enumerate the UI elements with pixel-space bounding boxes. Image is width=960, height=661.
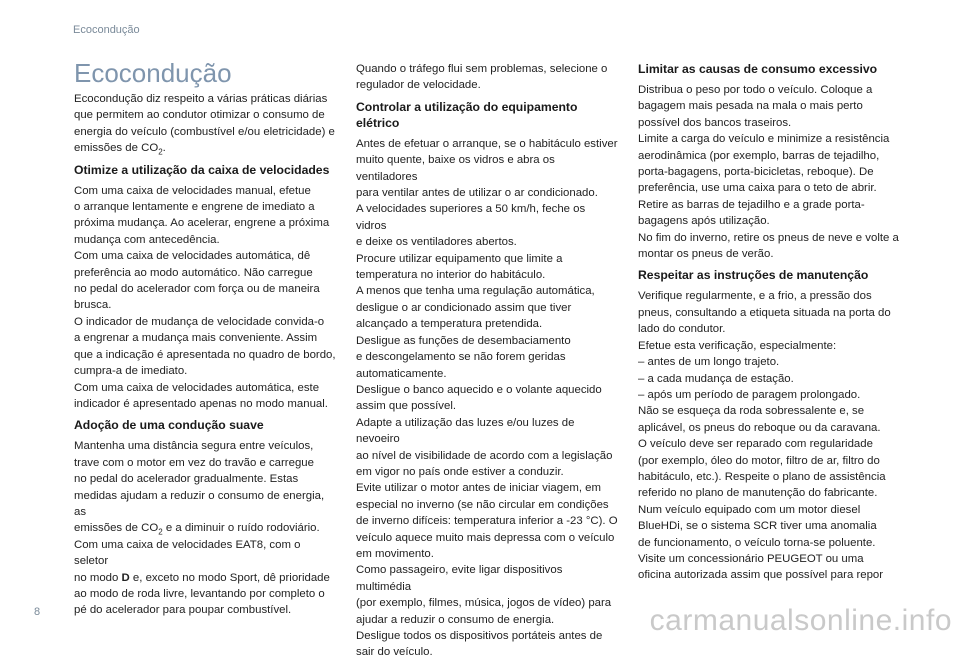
maintenance-line: pneus, consultando a etiqueta situada na porta do: [638, 306, 891, 319]
electrical-line: veículo aquece muito mais depressa com o veículo: [356, 531, 615, 544]
excess-line: bagagem mais pesada na mala o mais perto: [638, 100, 863, 113]
cruise-line: regulador de velocidade.: [356, 79, 481, 92]
electrical-line: Evite utilizar o motor antes de iniciar viagem, em: [356, 482, 601, 495]
electrical-line: Como passageiro, evite ligar dispositivos multimédia: [356, 564, 563, 593]
gearbox-line: próxima mudança. Ao acelerar, engrene a próxima: [74, 217, 330, 230]
maintenance-line: Não se esqueça da roda sobressalente e, se: [638, 405, 865, 418]
excess-line: aerodinâmica (por exemplo, barras de tejadilho,: [638, 149, 880, 162]
electrical-line: muito quente, baixe os vidros e abra os ventiladores: [356, 154, 555, 183]
electrical-heading: Controlar a utilização do equipamento elétrico: [356, 99, 578, 130]
maintenance-line: lado do condutor.: [638, 323, 726, 336]
maintenance-list-item: – antes de um longo trajeto.: [638, 356, 780, 369]
electrical-line: em vigor no país onde estiver a conduzir.: [356, 465, 564, 478]
cruise-paragraph: [356, 61, 618, 94]
smooth-co2-sub: 2: [158, 527, 163, 537]
electrical-line: automaticamente.: [356, 367, 447, 380]
excess-line: preferência, use uma caixa para o teto de abrir.: [638, 182, 877, 195]
electrical-line: desligue o ar condicionado assim que tiver: [356, 301, 572, 314]
gearbox-line: O indicador de mudança de velocidade convida-o: [74, 315, 325, 328]
maintenance-line: de funcionamento, o veículo torna-se poluente.: [638, 536, 876, 549]
maintenance-list-item: – a cada mudança de estação.: [638, 372, 794, 385]
gearbox-line: mudança com antecedência.: [74, 233, 220, 246]
electrical-line: (por exemplo, filmes, música, jogos de vídeo) para: [356, 597, 612, 610]
electrical-line: Desligue todos os dispositivos portáteis antes de: [356, 630, 603, 642]
gearbox-line: o arranque lentamente e engrene de imediato a: [74, 201, 315, 214]
gearbox-line: no pedal do acelerador com força ou de maneira: [74, 283, 320, 296]
maintenance-line: Verifique regularmente, e a frio, a pressão dos: [638, 290, 872, 303]
smooth-line: Com uma caixa de velocidades EAT8, com o seletor: [74, 538, 301, 568]
smooth-line: no pedal do acelerador gradualmente. Estas: [74, 473, 299, 486]
column-2: [356, 61, 618, 661]
maintenance-line: oficina autorizada assim que possível para repor: [638, 569, 884, 582]
excess-line: montar os pneus de verão.: [638, 248, 774, 261]
electrical-line: Desligue o banco aquecido e o volante aquecido: [356, 383, 602, 396]
gearbox-line: preferência ao modo automático. Não carregue: [74, 266, 313, 279]
page-number: 8: [34, 606, 41, 618]
smooth-line: pé do acelerador para poupar combustível.: [74, 604, 292, 617]
electrical-line: sair do veículo.: [356, 646, 433, 659]
excess-line: bagagens após utilização.: [638, 215, 770, 228]
gearbox-heading: Otimize a utilização da caixa de velocidades: [74, 162, 330, 177]
electrical-line: de inverno difíceis: temperatura inferior a -23 °C). O: [356, 515, 618, 528]
maintenance-line: (por exemplo, óleo do motor, filtro de ar, filtro do: [638, 454, 880, 467]
gearbox-line: Com uma caixa de velocidades automática, este: [74, 381, 320, 394]
intro-co2-suffix: .: [162, 142, 166, 155]
excess-line: Distribua o peso por todo o veículo. Coloque a: [638, 84, 873, 96]
electrical-line: ajudar a reduzir o consumo de energia.: [356, 613, 555, 626]
smooth-line: trave com o motor em vez do travão e carregue: [74, 456, 314, 469]
excess-line: Limite a carga do veículo e minimize a resistência: [638, 133, 890, 146]
maintenance-line: BlueHDi, se o sistema SCR tiver uma anomalia: [638, 520, 877, 533]
maintenance-line: Visite um concessionário PEUGEOT ou uma: [638, 552, 864, 565]
electrical-line: Antes de efetuar o arranque, se o habitáculo estiver: [356, 137, 618, 150]
smooth-line: ao modo de roda livre, levantando por completo o: [74, 587, 325, 600]
electrical-line: Procure utilizar equipamento que limite a: [356, 252, 563, 265]
electrical-line: Adapte a utilização das luzes e/ou luzes de nevoeiro: [356, 416, 575, 446]
page-title: Ecocondução: [74, 58, 232, 88]
maintenance-line: referido no plano de manutenção do fabricante.: [638, 487, 878, 500]
smooth-driving-paragraph: [74, 438, 336, 618]
smooth-driving-heading: Adoção de uma condução suave: [74, 418, 264, 433]
maintenance-line: habitáculo, etc.). Respeite o plano de assistência: [638, 470, 886, 483]
smooth-line: Mantenha uma distância segura entre veículos,: [74, 440, 314, 453]
electrical-line: ao nível de visibilidade de acordo com a legislação: [356, 449, 613, 462]
electrical-line: para ventilar antes de utilizar o ar condicionado.: [356, 187, 598, 200]
excess-line: possível dos bancos traseiros.: [638, 116, 792, 129]
excess-consumption-heading: Limitar as causas de consumo excessivo: [638, 62, 878, 76]
smooth-co2-prefix: emissões de CO: [74, 522, 159, 535]
intro-co2-prefix: emissões de CO: [74, 142, 159, 155]
gearbox-paragraph: [74, 183, 336, 413]
intro-line: que permitem ao condutor otimizar o consumo de: [74, 109, 325, 122]
gearbox-line: cumpra-a de imediato.: [74, 365, 188, 378]
electrical-line: e deixe os ventiladores abertos.: [356, 236, 517, 249]
maintenance-paragraph: [638, 288, 900, 583]
watermark: carmanualsonline.info: [649, 604, 952, 637]
electrical-line: em movimento.: [356, 547, 434, 560]
smooth-co2-suffix: e a diminuir o ruído rodoviário.: [162, 522, 320, 535]
excess-consumption-paragraph: [638, 82, 900, 262]
running-header: Ecocondução: [73, 24, 140, 36]
smooth-mode-prefix: no modo: [74, 571, 122, 584]
smooth-mode-bold: D: [121, 571, 130, 584]
maintenance-list-item: – após um período de paragem prolongado.: [638, 388, 861, 401]
gearbox-line: Com uma caixa de velocidades manual, efetue: [74, 184, 311, 197]
electrical-line: especial no inverno (se não circular em condições: [356, 498, 609, 511]
electrical-line: assim que possível.: [356, 400, 457, 413]
maintenance-line: aplicável, os pneus do reboque ou da caravana.: [638, 421, 881, 434]
maintenance-line: Num veículo equipado com um motor diesel: [638, 503, 861, 516]
electrical-paragraph: [356, 136, 618, 661]
maintenance-line: O veículo deve ser reparado com regularidade: [638, 438, 873, 451]
intro-line: energia do veículo (combustível e/ou eletricidade) e: [74, 125, 335, 138]
electrical-line: temperatura no interior do habitáculo.: [356, 269, 546, 282]
electrical-line: e descongelamento se não forem geridas: [356, 351, 566, 364]
intro-line: Ecocondução diz respeito a várias práticas diárias: [74, 93, 328, 105]
gearbox-line: indicador é apresentado apenas no modo manual.: [74, 397, 328, 410]
column-1: [74, 58, 336, 619]
gearbox-line: que a indicação é apresentada no quadro de bordo,: [74, 348, 336, 361]
column-3: [638, 61, 900, 584]
electrical-line: alcançado a temperatura pretendida.: [356, 318, 543, 331]
maintenance-heading: Respeitar as instruções de manutenção: [638, 268, 869, 283]
electrical-line: A menos que tenha uma regulação automática,: [356, 285, 595, 298]
excess-line: No fim do inverno, retire os pneus de neve e volte a: [638, 231, 899, 244]
intro-co2-sub: 2: [158, 147, 163, 157]
gearbox-line: a engrenar a mudança mais conveniente. Assim: [74, 332, 318, 345]
cruise-line: Quando o tráfego flui sem problemas, selecione o: [356, 63, 608, 75]
electrical-line: Desligue as funções de desembaciamento: [356, 334, 571, 347]
excess-line: porta-bagagens, porta-bicicletas, reboque). De: [638, 166, 874, 179]
excess-line: Retire as barras de tejadilho e a grade porta-: [638, 198, 865, 211]
gearbox-line: brusca.: [74, 299, 112, 312]
gearbox-line: Com uma caixa de velocidades automática, dê: [74, 250, 311, 263]
maintenance-line: Efetue esta verificação, especialmente:: [638, 339, 837, 352]
smooth-mode-suffix: e, exceto no modo Sport, dê prioridade: [129, 571, 330, 584]
intro-paragraph: [74, 91, 336, 157]
smooth-line: medidas ajudam a reduzir o consumo de energia, as: [74, 489, 325, 518]
electrical-line: A velocidades superiores a 50 km/h, feche os vidros: [356, 203, 586, 232]
